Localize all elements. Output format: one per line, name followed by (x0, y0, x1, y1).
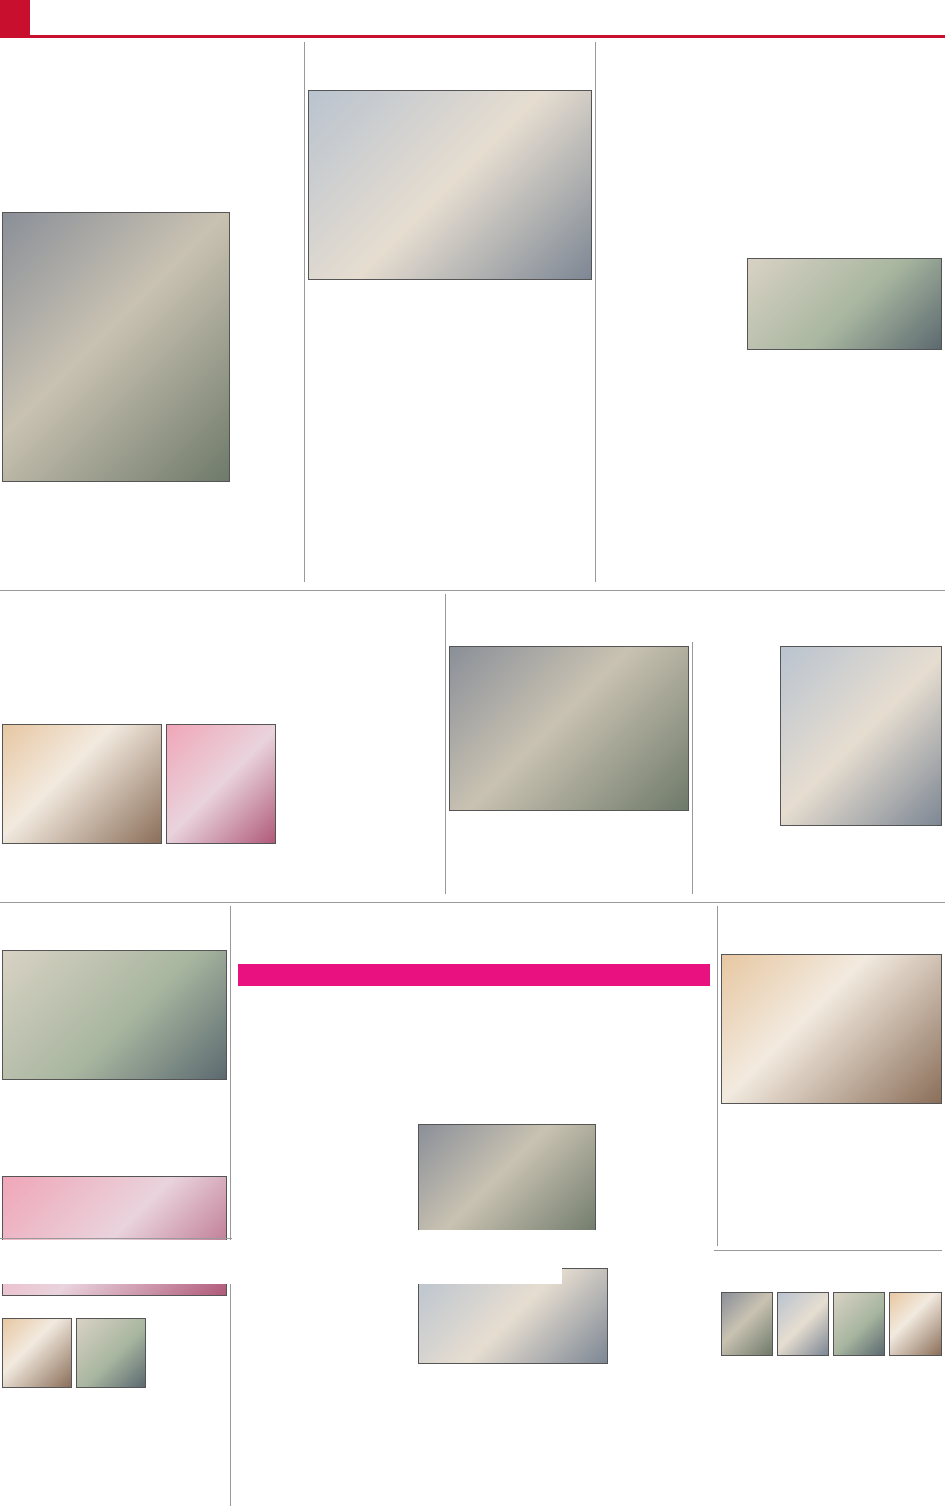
story-10-body (234, 1268, 322, 1434)
story-1-body-col3 (234, 110, 302, 580)
story-13-photo-1 (2, 1318, 72, 1388)
story-9 (721, 906, 942, 1236)
story-2-body-col2 (404, 286, 494, 583)
story-12-title (721, 1254, 942, 1288)
page-number (0, 0, 30, 36)
page-header (0, 0, 945, 38)
story-12-photo-1 (721, 1292, 773, 1356)
story-9-photo (721, 954, 942, 1104)
story-1 (2, 42, 302, 587)
story-8-photo (418, 1124, 596, 1240)
story-8-body-col4 (510, 990, 598, 1120)
story-5-body-col2 (571, 816, 689, 894)
story-3 (599, 42, 942, 587)
story-3-body-col2 (673, 104, 743, 582)
story-8-title (234, 906, 714, 960)
story-11-title (2, 1160, 227, 1174)
story-4-body-col4 (280, 724, 442, 894)
story-3-body2-col2 (847, 354, 942, 582)
story-4-title (2, 594, 442, 638)
story-4-body-col3 (228, 640, 442, 722)
story-4-photo-2 (166, 724, 276, 844)
story-2-body (308, 348, 398, 583)
story-8-band (238, 964, 710, 986)
story-4-photo-1 (2, 724, 162, 844)
story-8 (234, 906, 714, 1246)
story-1-photo (2, 212, 230, 482)
story-6 (696, 594, 942, 899)
story-3-title (599, 44, 942, 88)
story-2-photo (308, 90, 592, 280)
story-7-body (2, 1084, 227, 1156)
story-4-body-col2 (114, 640, 224, 722)
story-9-body (721, 1108, 942, 1232)
story-3-sub (599, 90, 942, 102)
story-2-title (308, 44, 592, 88)
story-8-body-col5 (602, 990, 712, 1240)
story-3-body-col3 (747, 104, 817, 254)
story-10-body-col3 (418, 1368, 608, 1434)
col-rule (595, 42, 596, 582)
story-7 (2, 906, 227, 1156)
story-6-photo (780, 646, 942, 826)
col-rule (717, 906, 718, 1246)
story-1-body (2, 110, 114, 210)
story-3-body2 (747, 354, 842, 582)
story-13-caption (2, 1288, 112, 1316)
story-13-content (2, 1288, 230, 1505)
story-7-photo (2, 950, 227, 1080)
col-rule (304, 42, 305, 582)
story-6-caption (780, 830, 942, 894)
story-4-body (2, 640, 110, 722)
story-13-photo-2 (76, 1318, 146, 1388)
story-13-body-tail (2, 1392, 146, 1505)
story-13-title (2, 1240, 562, 1284)
story-12 (721, 1254, 942, 1434)
story-1-body-tail (2, 486, 230, 582)
col-rule (445, 594, 446, 894)
story-2-body-col3 (500, 286, 592, 583)
story-5-photo (449, 646, 689, 811)
story-10-body-col4 (612, 1268, 712, 1434)
story-3-body (599, 104, 669, 582)
story-3-body-col4 (821, 104, 942, 254)
story-12-body (721, 1360, 942, 1434)
story-9-title (721, 906, 942, 950)
story-2-sub (308, 286, 398, 346)
story-6-sub (696, 646, 776, 732)
story-3-photo (747, 258, 942, 350)
story-8-body (234, 990, 322, 1240)
story-8-body-col3 (418, 990, 506, 1120)
story-8-body-col2 (326, 990, 414, 1240)
story-5-body (449, 816, 567, 894)
story-6-title (596, 594, 942, 642)
row-rule (0, 1238, 232, 1239)
row-rule (0, 902, 945, 903)
col-rule (230, 906, 231, 1506)
story-12-photo-4 (889, 1292, 942, 1356)
row-rule (0, 590, 945, 591)
story-13-body (150, 1288, 230, 1505)
story-4 (2, 594, 442, 899)
story-12-photo-3 (833, 1292, 885, 1356)
story-4-body-tail (2, 848, 276, 894)
story-1-title (2, 42, 302, 106)
story-10-body-col2 (326, 1268, 414, 1434)
story-2 (308, 42, 592, 587)
story-12-photo-2 (777, 1292, 829, 1356)
story-6-body (696, 734, 776, 894)
story-7-title (2, 906, 227, 946)
